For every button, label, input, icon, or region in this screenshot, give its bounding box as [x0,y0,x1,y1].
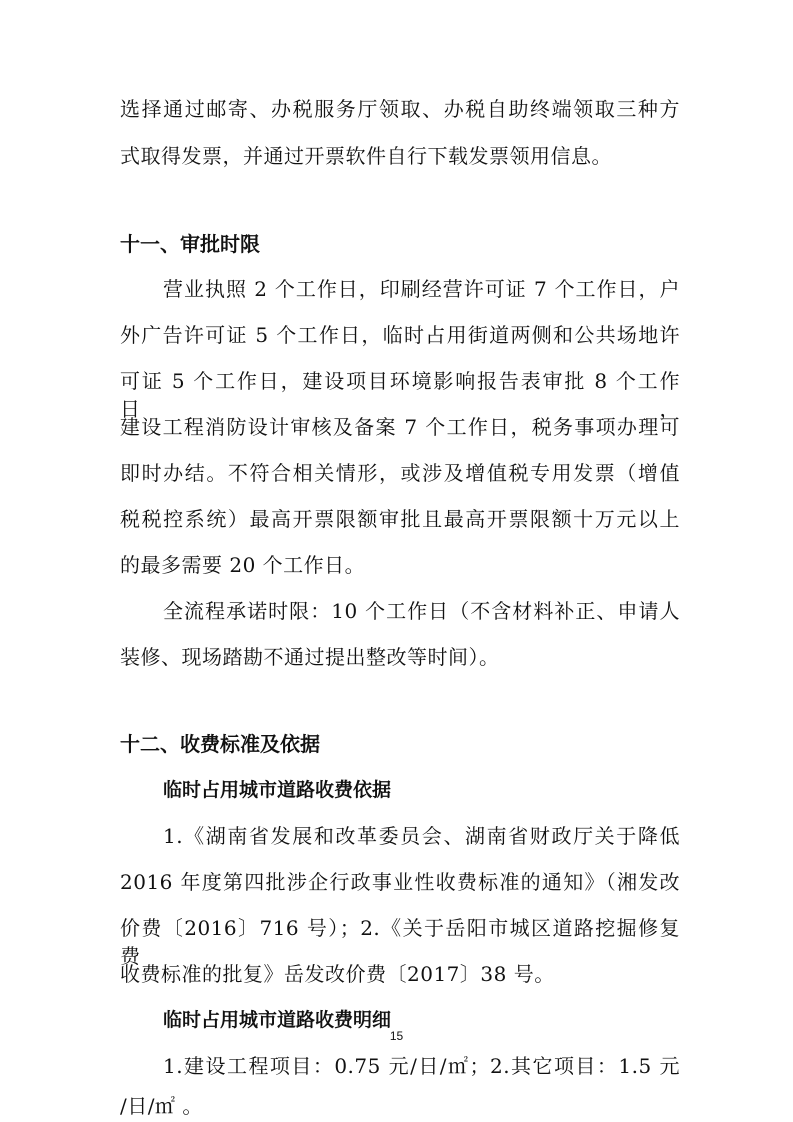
body-text-line: 式取得发票，并通过开票软件自行下载发票领用信息。 [120,144,612,168]
body-text-line: 即时办结。不符合相关情形，或涉及增值税专用发票（增值 [120,461,680,485]
section-heading-11: 十一、审批时限 [120,232,260,256]
body-text-line: 建设工程消防设计审核及备案 7 个工作日，税务事项办理可 [120,415,680,439]
body-text-line: 装修、现场踏勘不通过提出整改等时间）。 [120,645,500,669]
section-heading-12: 十二、收费标准及依据 [120,732,320,756]
body-text-line: 外广告许可证 5 个工作日，临时占用街道两侧和公共场地许 [120,323,680,347]
body-text-line: 收费标准的批复》岳发改价费〔2017〕38 号。 [120,962,555,986]
body-text-line: 价费〔2016〕716 号）；2.《关于岳阳市城区道路挖掘修复费 [120,916,680,968]
body-text-line: /日/㎡ 。 [120,1094,203,1118]
subheading-fee-detail: 临时占用城市道路收费明细 [163,1009,392,1031]
body-text-line: 1.建设工程项目：0.75 元/日/㎡；2.其它项目：1.5 元 [163,1054,680,1078]
body-text-line: 的最多需要 20 个工作日。 [120,553,366,577]
body-text-line: 2016 年度第四批涉企行政事业性收费标准的通知》（湘发改 [120,870,680,894]
body-text-line: 选择通过邮寄、办税服务厅领取、办税自助终端领取三种方 [120,97,680,121]
body-text-line: 全流程承诺时限：10 个工作日（不含材料补正、申请人 [163,599,680,623]
body-text-line: 可证 5 个工作日，建设项目环境影响报告表审批 8 个工作日， [120,369,680,421]
subheading-fee-basis: 临时占用城市道路收费依据 [163,779,392,801]
body-text-line: 税税控系统）最高开票限额审批且最高开票限额十万元以上 [120,507,680,531]
body-text-line: 营业执照 2 个工作日，印刷经营许可证 7 个工作日，户 [163,277,680,301]
body-text-line: 1.《湖南省发展和改革委员会、湖南省财政厅关于降低 [163,824,680,848]
page-number: 15 [389,1029,404,1043]
